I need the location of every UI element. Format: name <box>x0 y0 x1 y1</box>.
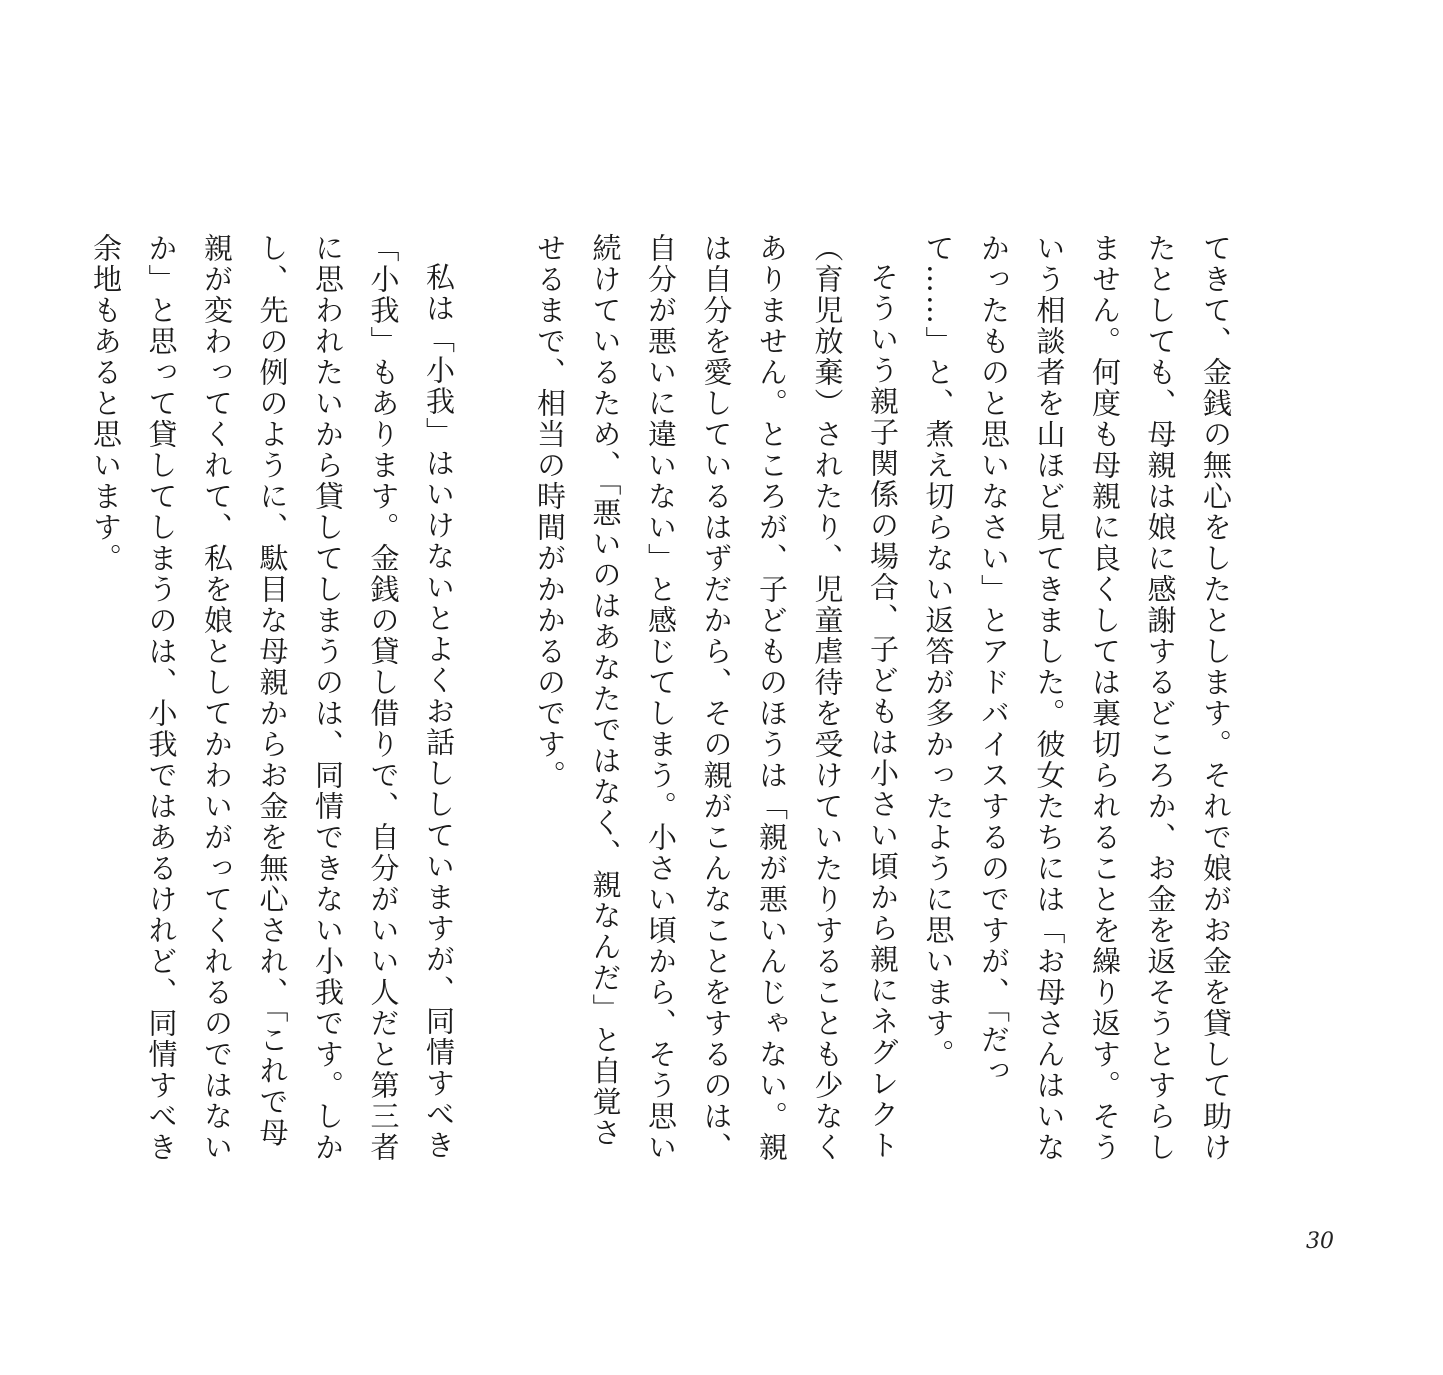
paragraph-continued: てきて、金銭の無心をしたとします。それで娘がお金を貸して助けたとしても、母親は娘に感謝するどころか、お金を返そうとすらしません。何度も母親に良くしては裏切られることを繰り返す。そういう相談者を山ほど見てきました。彼女たちには「お母さんはいなかったものと思いなさい」とアドバイスするのですが、「だって……」と、煮え切らない返答が多かったように思います。 <box>921 233 1233 1163</box>
paragraph-parent-child: そういう親子関係の場合、子どもは小さい頃から親にネグレクト（育児放棄）されたり、児童虐待を受けていたりすることも少なくありません。ところが、子どものほうは「親が悪いんじゃない。親は自分を愛しているはずだから、その親がこんなことをするのは、自分が悪いに違いない」と感じてしまう。小さい頃から、そう思い続けているため、「悪いのはあなたではなく、親なんだ」と自覚させるまで、相当の時間がかかるのです。 <box>533 233 900 1163</box>
vertical-text-body <box>78 233 1244 1173</box>
paragraph-spacer <box>466 233 522 1173</box>
paragraph-shouga: 私は「小我」はいけないとよくお話ししていますが、同情すべき「小我」もあります。金銭の貸し借りで、自分がいい人だと第三者に思われたいから貸してしまうのは、同情できない小我です。しかし、先の例のように、駄目な母親からお金を無心され、「これで母親が変わってくれて、私を娘としてかわいがってくれるのではないか」と思って貸してしまうのは、小我ではあるけれど、同情すべき余地もあると思います。 <box>89 233 456 1163</box>
page-number: 30 <box>1306 1229 1334 1254</box>
